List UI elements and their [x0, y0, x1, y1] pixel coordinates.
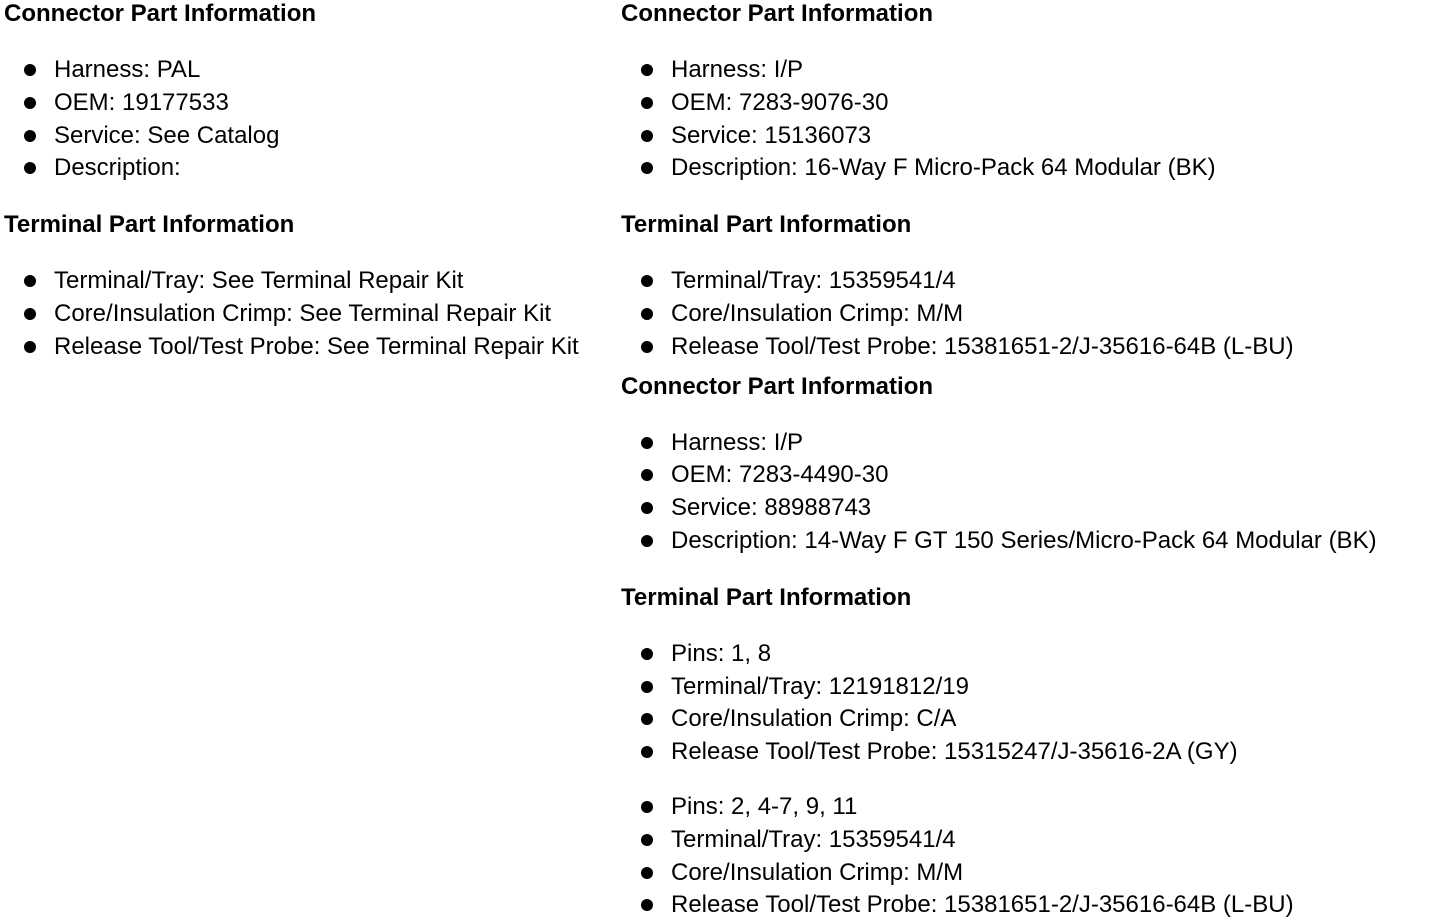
list-item: Core/Insulation Crimp: M/M	[621, 298, 1436, 331]
list-item: Release Tool/Test Probe: 15315247/J-35616-2A (GY)	[621, 736, 1436, 769]
connector-heading: Connector Part Information	[4, 0, 317, 27]
list-item: Description:	[4, 152, 616, 185]
list-item: Terminal/Tray: 15359541/4	[621, 824, 1436, 857]
list-item: Harness: PAL	[4, 54, 616, 87]
connector-info-list	[4, 54, 616, 185]
list-item: Core/Insulation Crimp: C/A	[621, 703, 1436, 736]
list-item: Service: 15136073	[621, 120, 1436, 153]
terminal-pin-group-1	[621, 638, 1436, 769]
terminal-info-list	[621, 265, 1436, 363]
list-item: OEM: 7283-4490-30	[621, 459, 1436, 492]
right-part-block-2	[621, 373, 1436, 922]
list-item: Pins: 2, 4-7, 9, 11	[621, 791, 1436, 824]
list-item: Service: See Catalog	[4, 120, 616, 153]
list-item: Description: 16-Way F Micro-Pack 64 Modular (BK)	[621, 152, 1436, 185]
terminal-info-list	[4, 265, 616, 363]
connector-info-list	[621, 54, 1436, 185]
list-item: Terminal/Tray: See Terminal Repair Kit	[4, 265, 616, 298]
list-item: Terminal/Tray: 12191812/19	[621, 671, 1436, 704]
terminal-pin-group-2	[621, 791, 1436, 922]
list-item: Core/Insulation Crimp: M/M	[621, 857, 1436, 890]
right-part-block-1	[621, 0, 1436, 364]
list-item: Service: 88988743	[621, 492, 1436, 525]
connector-heading: Connector Part Information	[621, 0, 934, 27]
list-item: Pins: 1, 8	[621, 638, 1436, 671]
left-part-block	[4, 0, 616, 364]
list-item: OEM: 7283-9076-30	[621, 87, 1436, 120]
list-item: OEM: 19177533	[4, 87, 616, 120]
connector-info-list	[621, 427, 1436, 558]
list-item: Release Tool/Test Probe: 15381651-2/J-35616-64B (L-BU)	[621, 331, 1436, 364]
right-column	[621, 0, 1436, 922]
left-column	[4, 0, 616, 364]
terminal-heading: Terminal Part Information	[621, 211, 912, 239]
terminal-heading: Terminal Part Information	[4, 211, 295, 239]
list-item: Terminal/Tray: 15359541/4	[621, 265, 1436, 298]
list-item: Harness: I/P	[621, 54, 1436, 87]
list-item: Release Tool/Test Probe: 15381651-2/J-35616-64B (L-BU)	[621, 889, 1436, 922]
list-item: Description: 14-Way F GT 150 Series/Micro-Pack 64 Modular (BK)	[621, 525, 1436, 558]
list-item: Harness: I/P	[621, 427, 1436, 460]
list-item: Release Tool/Test Probe: See Terminal Repair Kit	[4, 331, 616, 364]
connector-heading: Connector Part Information	[621, 372, 934, 400]
terminal-heading: Terminal Part Information	[621, 583, 912, 611]
list-item: Core/Insulation Crimp: See Terminal Repair Kit	[4, 298, 616, 331]
